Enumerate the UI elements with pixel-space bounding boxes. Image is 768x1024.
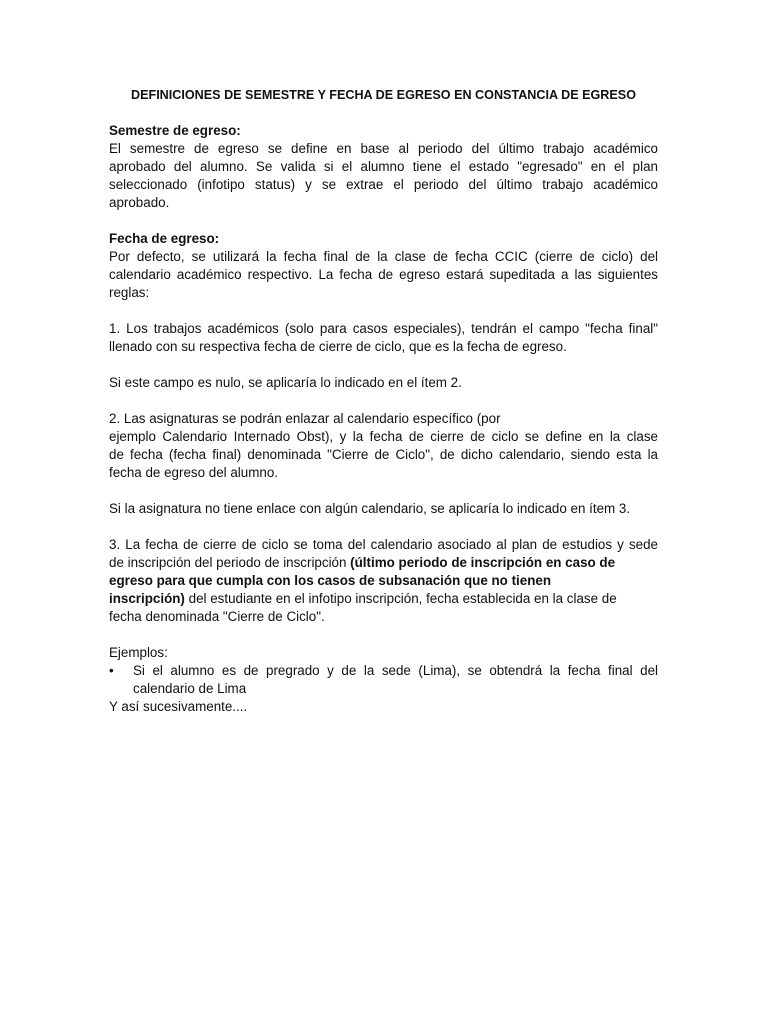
section-fecha-egreso [109, 230, 658, 302]
text-line: fecha denominada "Cierre de Ciclo". [109, 609, 325, 624]
section-semestre-egreso [109, 122, 658, 212]
text-bold: (último periodo de inscripción en caso de [350, 555, 616, 570]
text-line: calendario académico respectivo. La fecha de egreso estará supeditada a las siguientes [109, 267, 658, 282]
text-line: Si el alumno es de pregrado y de la sede (Lima), se obtendrá la fecha final del [133, 663, 658, 678]
rule-1 [109, 320, 658, 356]
text-line: reglas: [109, 285, 150, 300]
examples-closing: Y así sucesivamente.... [109, 699, 248, 714]
section-heading-fecha: Fecha de egreso: [109, 231, 220, 246]
section-heading-semestre: Semestre de egreso: [109, 123, 241, 138]
text-line: 2. Las asignaturas se podrán enlazar al calendario específico (por [109, 411, 501, 426]
text-line: calendario de Lima [133, 681, 247, 696]
text-line: Si este campo es nulo, se aplicaría lo indicado en el ítem 2. [109, 375, 462, 390]
document-page [109, 86, 658, 716]
text-line: Si la asignatura no tiene enlace con algún calendario, se aplicaría lo indicado en ítem 3. [109, 501, 631, 516]
text-line: 1. Los trabajos académicos (solo para casos especiales), tendrán el campo "fecha final" [109, 321, 658, 336]
rule-2 [109, 410, 658, 482]
text-line-mixed [109, 590, 658, 608]
text-line: llenado con su respectiva fecha de cierre de ciclo, que es la fecha de egreso. [109, 339, 567, 354]
list-item [109, 662, 658, 698]
bullet-icon: • [109, 663, 114, 678]
text-line-mixed [109, 554, 658, 572]
rule-3 [109, 536, 658, 626]
text-line: fecha de egreso del alumno. [109, 465, 278, 480]
text-normal: de inscripción del periodo de inscripción [109, 555, 351, 570]
text-normal: del estudiante en el infotipo inscripción, fecha establecida en la clase de [184, 591, 617, 606]
examples-heading: Ejemplos: [109, 645, 168, 660]
text-line: aprobado del alumno. Se valida si el alumno tiene el estado "egresado" en el plan [109, 159, 658, 174]
text-line: Por defecto, se utilizará la fecha final de la clase de fecha CCIC (cierre de ciclo) del [109, 249, 658, 264]
document-title: DEFINICIONES DE SEMESTRE Y FECHA DE EGRESO EN CONSTANCIA DE EGRESO [131, 88, 636, 102]
text-bold: inscripción) [109, 591, 185, 606]
rule-2-note [109, 500, 658, 518]
text-line: El semestre de egreso se define en base al periodo del último trabajo académico [109, 141, 658, 156]
text-line: seleccionado (infotipo status) y se extrae el periodo del último trabajo académico [109, 177, 658, 192]
examples-section [109, 644, 658, 716]
text-line: aprobado. [109, 195, 170, 210]
rule-1-note [109, 374, 658, 392]
examples-list [109, 662, 658, 698]
text-line-bold: egreso para que cumpla con los casos de subsanación que no tienen [109, 573, 552, 588]
text-line: 3. La fecha de cierre de ciclo se toma del calendario asociado al plan de estudios y sede [109, 537, 658, 552]
text-line: de fecha (fecha final) denominada "Cierre de Ciclo", de dicho calendario, siendo esta la [109, 447, 658, 462]
text-line: ejemplo Calendario Internado Obst), y la fecha de cierre de ciclo se define en la clase [109, 429, 658, 444]
